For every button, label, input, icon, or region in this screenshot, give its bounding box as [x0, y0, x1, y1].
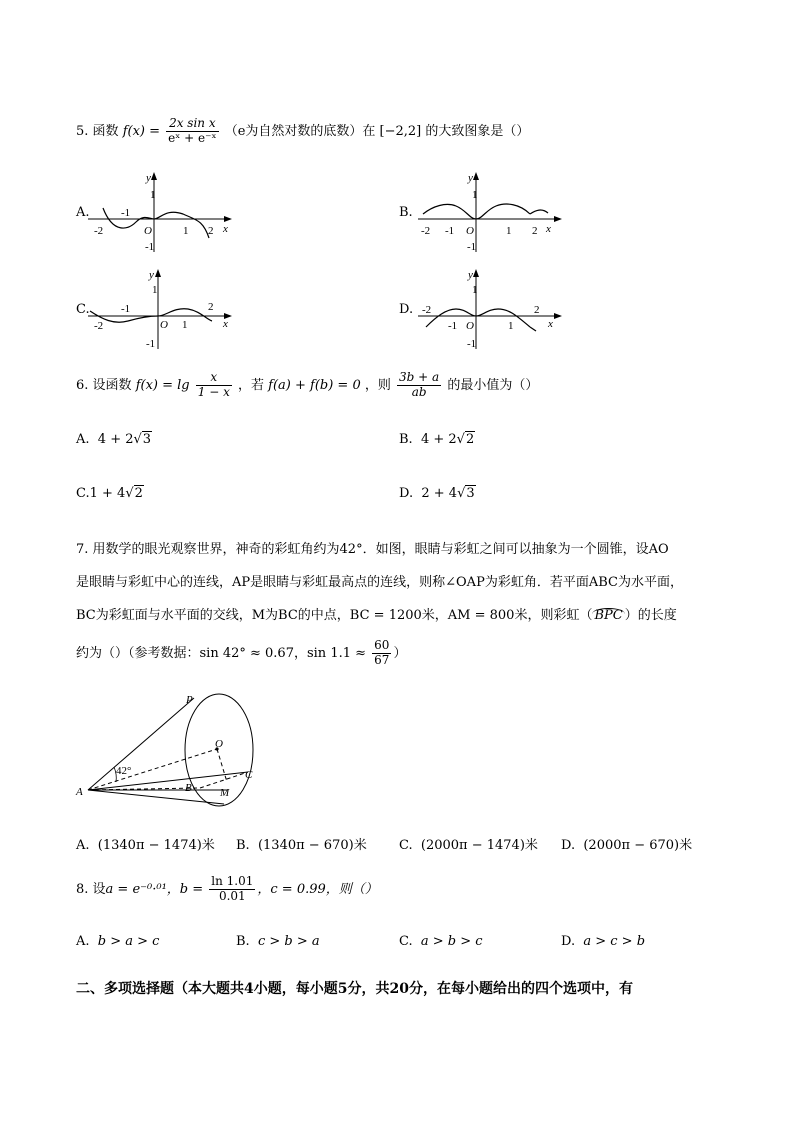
q8-c: ，c = 0.99，则（）: [257, 882, 378, 897]
cone-label-p: P: [186, 694, 193, 706]
graph-b-x: x: [546, 223, 551, 235]
section2-title: 二、多项选择题（本大题共4小题，每小题5分，共20分，在每小题给出的四个选项中，有: [76, 981, 633, 997]
q8-option-d-label: D.: [561, 934, 576, 949]
q6-fx: f(x) = lg: [135, 378, 190, 393]
graph-c-x1: 1: [182, 319, 188, 331]
q7-line1: 7. 用数学的眼光观察世界，神奇的彩虹角约为42°．如图，眼睛与彩虹之间可以抽象为一个圆锥，设AO: [76, 542, 669, 557]
cone-label-b: B: [185, 782, 192, 794]
q5-interval: [−2,2]: [379, 124, 422, 139]
q8-option-c-text: a > b > c: [420, 934, 483, 949]
graph-a-x2: 2: [208, 225, 214, 237]
q8-fraction: [209, 875, 255, 904]
q5-graph-a: [88, 170, 238, 255]
q8-option-c[interactable]: [399, 934, 483, 949]
q6-option-a[interactable]: A. 4 + 2√3: [76, 432, 152, 447]
q7-cone-figure: [74, 692, 274, 810]
q7-option-d-label: D.: [561, 838, 576, 853]
q5-stem: [76, 112, 529, 152]
q6-option-b-label: B.: [399, 432, 413, 447]
q6-option-d-rad: 3: [466, 486, 475, 501]
graph-d-y: y: [468, 269, 473, 281]
cone-label-o: O: [215, 738, 223, 750]
q6-option-a-coef: 4 + 2: [97, 432, 134, 447]
q5-frac-num: 2x sin x: [166, 117, 218, 132]
q8-option-c-label: C.: [399, 934, 413, 949]
graph-c-xm2: -2: [94, 320, 104, 332]
q6-option-d-label: D.: [399, 486, 414, 501]
q6-frac2-num: 3b + a: [399, 370, 440, 385]
graph-a-xm1: -1: [121, 207, 131, 219]
cone-label-a: A: [76, 786, 83, 798]
q6-fraction2: [397, 371, 441, 400]
q7-option-c-label: C.: [399, 838, 413, 853]
q7-option-b-text: (1340π − 670)米: [257, 838, 367, 853]
q7-option-d-text: (2000π − 670)米: [583, 838, 693, 853]
q6-option-b[interactable]: B. 4 + 2√2: [399, 432, 475, 447]
q5-fx: f(x) =: [122, 124, 160, 139]
q6-mid2: ，则: [364, 378, 391, 393]
q7-line4: [76, 634, 406, 674]
q7-option-b-label: B.: [236, 838, 250, 853]
q8-option-b[interactable]: [236, 934, 320, 949]
q5-note: （e为自然对数的底数）在: [224, 124, 376, 139]
q6-cond: f(a) + f(b) = 0: [268, 378, 361, 393]
q5-fraction: [166, 117, 218, 146]
graph-c-o: O: [160, 319, 168, 331]
q6-pre: 6. 设函数: [76, 378, 132, 393]
graph-c-ym1: -1: [146, 338, 156, 350]
graph-d-o: O: [466, 320, 474, 332]
graph-a-ym1: -1: [145, 241, 155, 253]
q7-line3-tail: ）的长度: [624, 608, 677, 623]
q6-stem: [76, 366, 538, 406]
graph-a-o: O: [144, 225, 152, 237]
q8-a: a = e⁻⁰·⁰¹: [105, 882, 167, 897]
q6-fraction: [196, 371, 232, 400]
q7-option-b[interactable]: [236, 834, 367, 853]
q8-b-pre: ，b =: [166, 882, 204, 897]
q8-frac-num: ln 1.01: [211, 874, 254, 889]
q6-frac-num: x: [196, 371, 232, 386]
q7-fraction: [372, 639, 391, 668]
graph-c-x2: 2: [208, 301, 214, 313]
q5-graph-d: [418, 267, 568, 352]
q6-option-c[interactable]: C.1 + 4√2: [76, 486, 143, 501]
graph-b-x2: 2: [532, 225, 538, 237]
graph-c-x: x: [223, 318, 228, 330]
graph-b-ym1: -1: [467, 241, 477, 253]
q6-option-b-rad: 2: [465, 432, 475, 447]
q8-option-d[interactable]: [561, 934, 645, 949]
q6-tail: 的最小值为（）: [447, 378, 539, 393]
graph-a-x: x: [223, 223, 228, 235]
graph-d-ym1: -1: [467, 338, 477, 350]
q5-option-c-label[interactable]: C.: [76, 302, 90, 317]
q7-option-c-text: (2000π − 1474)米: [420, 838, 538, 853]
q8-option-a-label: A.: [76, 934, 90, 949]
graph-d-y1: 1: [472, 284, 478, 296]
q8-stem: [76, 870, 378, 910]
graph-b-o: O: [466, 225, 474, 237]
q8-option-b-label: B.: [236, 934, 250, 949]
q7-line2: 是眼睛与彩虹中心的连线，AP是眼睛与彩虹最高点的连线，则称∠OAP为彩虹角．若平面ABC为水平面，: [76, 575, 683, 590]
graph-a-xm2: -2: [94, 225, 104, 237]
q8-pre: 8. 设: [76, 882, 106, 897]
graph-c-y1: 1: [152, 284, 158, 296]
q6-frac-den: 1 − x: [197, 385, 230, 399]
q7-option-d[interactable]: [561, 834, 692, 853]
q6-option-d-coef: 2 + 4: [421, 486, 458, 501]
q6-option-c-coef: 1 + 4: [89, 486, 126, 501]
q5-option-b-label[interactable]: B.: [399, 205, 413, 220]
graph-b-x1: 1: [506, 225, 512, 237]
q7-frac-den: 67: [374, 653, 390, 667]
q5-option-d-label[interactable]: D.: [399, 302, 414, 317]
q7-line4-text: 约为（）（参考数据：sin 42° ≈ 0.67，sin 1.1 ≈: [76, 646, 367, 661]
graph-d-xm2: -2: [422, 304, 432, 316]
graph-a-y1: 1: [150, 189, 156, 201]
q6-option-d[interactable]: D. 2 + 4√3: [399, 486, 475, 501]
graph-d-x2: 2: [534, 304, 540, 316]
q6-mid: ，若: [238, 378, 265, 393]
q5-frac-den: eˣ + e⁻ˣ: [168, 131, 217, 145]
q7-option-a[interactable]: [76, 834, 215, 853]
q7-frac-num: 60: [374, 638, 390, 653]
q6-frac2-den: ab: [411, 385, 427, 399]
q5-tail: 的大致图象是（）: [425, 124, 530, 139]
q8-option-a-text: b > a > c: [97, 934, 160, 949]
q5-graph-b: [418, 170, 568, 255]
q6-option-c-label: C.: [76, 486, 90, 501]
graph-d-x1: 1: [508, 320, 514, 332]
graph-c-y: y: [149, 269, 154, 281]
q5-option-a-label[interactable]: A.: [76, 205, 90, 220]
graph-d-xm1: -1: [448, 320, 458, 332]
cone-label-c: C: [245, 769, 253, 781]
q8-option-d-text: a > c > b: [583, 934, 646, 949]
q6-option-a-label: A.: [76, 432, 90, 447]
q7-line4-tail: ）: [393, 646, 407, 661]
q8-frac-den: 0.01: [218, 889, 246, 903]
q6-option-c-rad: 2: [134, 486, 143, 501]
graph-b-xm1: -1: [445, 225, 455, 237]
graph-a-y: y: [146, 172, 151, 184]
q8-option-b-text: c > b > a: [257, 934, 320, 949]
graph-b-y1: 1: [472, 189, 478, 201]
graph-a-x1: 1: [183, 225, 189, 237]
graph-c-xm1: -1: [121, 303, 131, 315]
q7-arc: BPC: [594, 608, 623, 623]
q8-option-a[interactable]: [76, 934, 159, 949]
q7-line3-text: BC为彩虹面与水平面的交线，M为BC的中点，BC = 1200米，AM = 800米，则彩虹（: [76, 608, 593, 623]
q5-number: 5. 函数: [76, 124, 119, 139]
q7-option-c[interactable]: [399, 834, 538, 853]
q7-option-a-text: (1340π − 1474)米: [97, 838, 215, 853]
q7-option-a-label: A.: [76, 838, 90, 853]
graph-b-xm2: -2: [421, 225, 431, 237]
cone-angle-label: 42°: [116, 765, 132, 777]
q7-line3: [76, 604, 677, 623]
graph-b-y: y: [468, 172, 473, 184]
q6-option-b-coef: 4 + 2: [420, 432, 457, 447]
q5-graph-c: [88, 267, 238, 352]
q6-option-a-rad: 3: [142, 432, 152, 447]
graph-d-x: x: [548, 318, 553, 330]
cone-label-m: M: [220, 787, 230, 799]
